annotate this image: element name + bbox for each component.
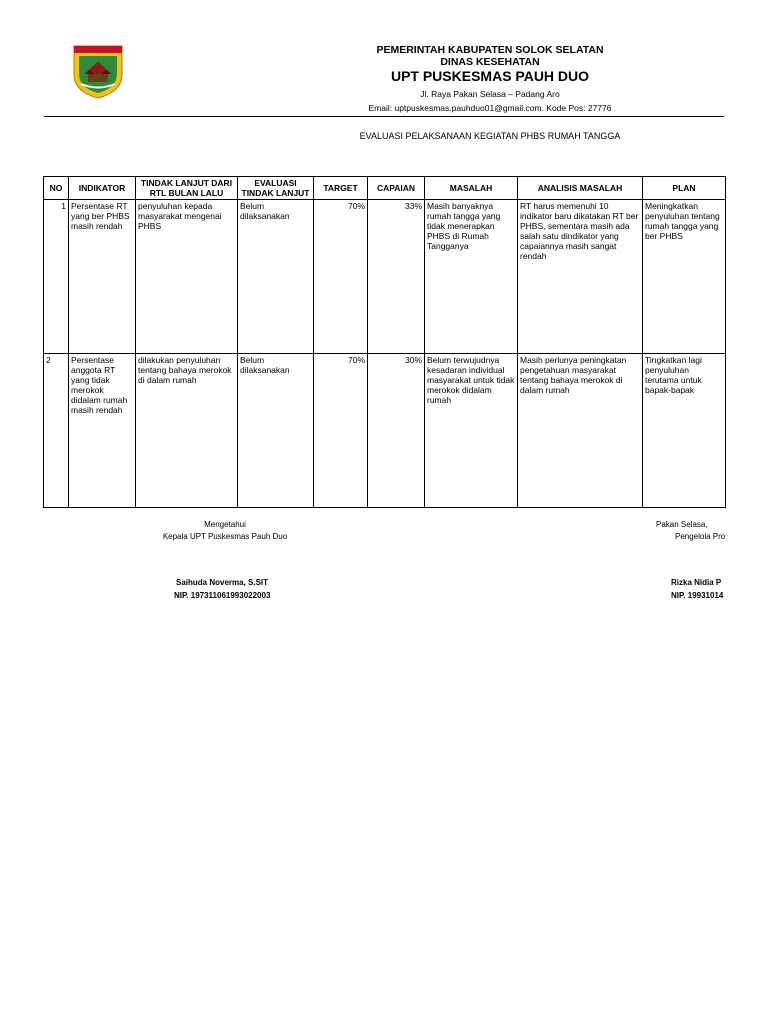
cell-evaluasi: Belum dilaksanakan (238, 200, 314, 354)
cell-no: 2 (44, 354, 69, 508)
cell-analisis: Masih perlunya peningkatan pengetahuan masyarakat tentang bahaya merokok di dalam rumah (518, 354, 643, 508)
cell-no: 1 (44, 200, 69, 354)
col-header-evaluasi: EVALUASI TINDAK LANJUT (238, 177, 314, 200)
signature-right-place: Pakan Selasa, (656, 520, 708, 529)
col-header-tindak-lanjut: TINDAK LANJUT DARI RTL BULAN LALU (136, 177, 238, 200)
cell-masalah: Belum terwujudnya kesadaran individual masyarakat untuk tidak merokok didalam rumah (425, 354, 518, 508)
signature-right-nip: NIP. 19931014 (671, 591, 724, 600)
col-header-plan: PLAN (643, 177, 726, 200)
cell-capaian: 33% (368, 200, 425, 354)
cell-plan: Meningkatkan penyuluhan tentang rumah tangga yang ber PHBS (643, 200, 726, 354)
cell-indikator: Persentase RT yang ber PHBS masih rendah (69, 200, 136, 354)
header-department: DINAS KESEHATAN (440, 56, 540, 68)
cell-analisis: RT harus memenuhi 10 indikator baru dikatakan RT ber PHBS, sementara masih ada salah satu dindikator yang capaiannya masih sangat rendah (518, 200, 643, 354)
cell-target: 70% (314, 354, 368, 508)
table-row (44, 354, 726, 508)
cell-tindak-lanjut: dilakukan penyuluhan tentang bahaya merokok di dalam rumah (136, 354, 238, 508)
header-institution: UPT PUSKESMAS PAUH DUO (390, 68, 590, 84)
col-header-indikator: INDIKATOR (69, 177, 136, 200)
signature-left-position: Kepala UPT Puskesmas Pauh Duo (162, 532, 288, 541)
kabupaten-logo (72, 44, 124, 100)
header-government: PEMERINTAH KABUPATEN SOLOK SELATAN (376, 44, 604, 56)
col-header-target: TARGET (314, 177, 368, 200)
cell-indikator: Persentase anggota RT yang tidak merokok didalam rumah masih rendah (69, 354, 136, 508)
letterhead (300, 44, 680, 114)
signature-right-position: Pengelola Pro (675, 532, 726, 541)
signature-left-acknowledge: Mengetahui (204, 520, 246, 529)
document-title: EVALUASI PELAKSANAAN KEGIATAN PHBS RUMAH TANGGA (359, 131, 621, 141)
cell-target: 70% (314, 200, 368, 354)
col-header-masalah: MASALAH (425, 177, 518, 200)
col-header-no: NO (44, 177, 69, 200)
signature-left-nip: NIP. 197311061993022003 (174, 591, 271, 600)
signature-left-block (150, 519, 300, 543)
col-header-analisis: ANALISIS MASALAH (518, 177, 643, 200)
cell-evaluasi: Belum dilaksanakan (238, 354, 314, 508)
cell-tindak-lanjut: penyuluhan kepada masyarakat mengenai PHBS (136, 200, 238, 354)
table-header-row (44, 177, 726, 200)
cell-plan: Tingkatkan lagi penyuluhan terutama untuk bapak-bapak (643, 354, 726, 508)
cell-masalah: Masih banyaknya rumah tangga yang tidak menerapkan PHBS di Rumah Tangganya (425, 200, 518, 354)
table-row (44, 200, 726, 354)
header-contact: Email: uptpuskesmas.pauhduo01@gmail.com. Kode Pos: 27776 (368, 103, 612, 113)
header-address: Jl. Raya Pakan Selasa – Padang Aro (420, 89, 560, 99)
evaluation-table (43, 176, 726, 508)
signature-left-name: Saihuda Noverma, S.SIT (176, 578, 269, 587)
signature-right-name: Rizka Nidia P (671, 578, 722, 587)
col-header-capaian: CAPAIAN (368, 177, 425, 200)
cell-capaian: 30% (368, 354, 425, 508)
signature-right-block (622, 519, 768, 543)
header-divider (44, 116, 724, 117)
